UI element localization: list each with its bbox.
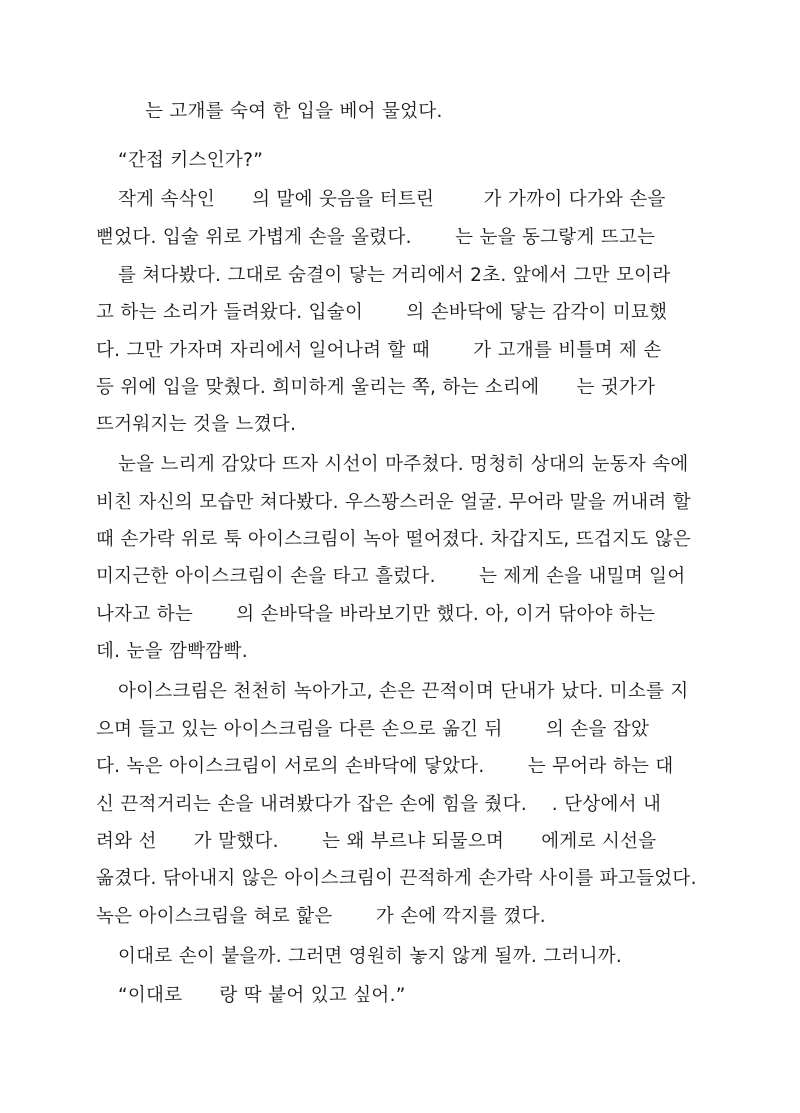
text-line: “간접 키스인가?”	[118, 150, 264, 171]
text-line: 를 쳐다봤다. 그대로 숨결이 닿는 거리에서 2초. 앞에서 그만 모이라	[118, 265, 671, 286]
text-line: 아이스크림은 천천히 녹아가고, 손은 끈적이며 단내가 났다. 미소를 지	[118, 681, 689, 702]
text-line: 다. 녹은 아이스크림이 서로의 손바닥에 닿았다. 는 무어라 하는 대	[96, 756, 674, 777]
text-line: 나자고 하는 의 손바닥을 바라보기만 했다. 아, 이거 닦아야 하는	[96, 604, 656, 625]
text-line: 녹은 아이스크림을 혀로 핥은 가 손에 깍지를 꼈다.	[96, 906, 546, 927]
text-line: 뜨거워지는 것을 느꼈다.	[96, 414, 297, 435]
text-line: 등 위에 입을 맞췄다. 희미하게 울리는 쪽, 하는 소리에 는 귓가가	[96, 377, 656, 398]
text-line: 눈을 느리게 감았다 뜨자 시선이 마주쳤다. 멍청히 상대의 눈동자 속에	[118, 454, 689, 475]
text-line: 신 끈적거리는 손을 내려봤다가 잡은 손에 힘을 줬다. . 단상에서 내	[96, 794, 662, 815]
text-line: 미지근한 아이스크림이 손을 타고 흘렀다. 는 제게 손을 내밀며 일어	[96, 566, 686, 587]
text-line: 다. 그만 가자며 자리에서 일어나려 할 때 가 고개를 비틀며 제 손	[96, 340, 662, 361]
text-line: 는 고개를 숙여 한 입을 베어 물었다.	[145, 101, 443, 122]
text-line: 려와 선 가 말했다. 는 왜 부르냐 되물으며 에게로 시선을	[96, 831, 657, 852]
text-line: 이대로 손이 붙을까. 그러면 영원히 놓지 않게 될까. 그러니까.	[118, 946, 623, 967]
text-line: 고 하는 소리가 들려왔다. 입술이 의 손바닥에 닿는 감각이 미묘했	[96, 302, 668, 323]
text-line: 데. 눈을 깜빡깜빡.	[96, 641, 248, 662]
text-line: 작게 속삭인 의 말에 웃음을 터트린 가 가까이 다가와 손을	[118, 189, 666, 210]
text-line: 옮겼다. 닦아내지 않은 아이스크림이 끈적하게 손가락 사이를 파고들었다.	[96, 868, 697, 889]
text-line: 때 손가락 위로 툭 아이스크림이 녹아 떨어졌다. 차갑지도, 뜨겁지도 않은	[96, 529, 691, 550]
text-line: 비친 자신의 모습만 쳐다봤다. 우스꽝스러운 얼굴. 무어라 말을 꺼내려 할	[96, 492, 691, 513]
text-line: 으며 들고 있는 아이스크림을 다른 손으로 옮긴 뒤 의 손을 잡았	[96, 719, 650, 740]
text-line: “이대로 랑 딱 붙어 있고 싶어.”	[118, 985, 406, 1006]
text-line: 뻗었다. 입술 위로 가볍게 손을 올렸다. 는 눈을 동그랗게 뜨고는	[96, 227, 656, 248]
